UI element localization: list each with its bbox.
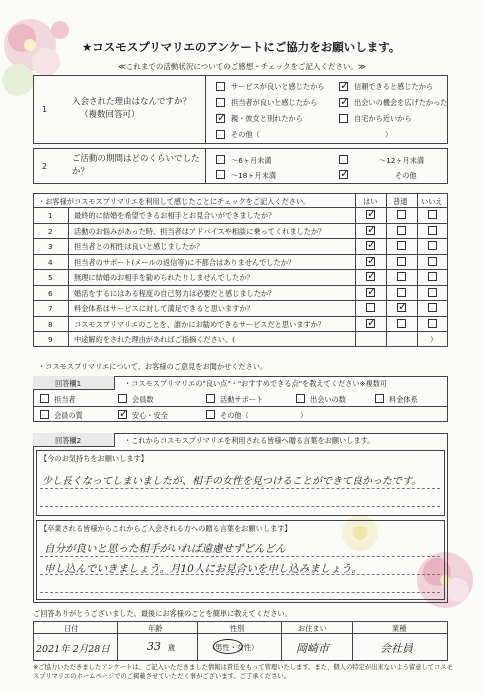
answer-normal-checkbox[interactable] [397,288,406,297]
good-point-label: 会員の質 [54,411,83,420]
profile-job-value[interactable]: 会社員 [380,642,413,655]
satisfaction-row-number: 9 [48,335,53,344]
good-point-checkbox[interactable] [118,394,127,403]
q1-option-service-checkbox[interactable] [216,82,225,91]
message-heading: 【卒業される皆様からこれからご入会される方への贈る言葉をお願いします】 [40,524,292,533]
q1-option-meetings-checkbox[interactable] [339,98,348,107]
q1-note: （複数回答可） [80,110,140,120]
q1-option-parents-checkbox[interactable] [216,114,225,123]
q2-option-18m-checkbox[interactable] [216,170,225,179]
answer-no-checkbox[interactable] [428,303,437,312]
good-point-checkbox[interactable] [375,394,384,403]
good-point-checkbox[interactable] [206,410,215,419]
q1-option-service-label: サービスが良いと感じたから [231,82,325,91]
good-point-label: 料金体系 [389,395,418,404]
message-handwritten-line1[interactable]: 自分が良いと思った相手がいれば遠慮せずどんどん [44,543,286,555]
q1-option-other-checkbox[interactable] [216,130,225,139]
answer-normal-checkbox[interactable] [397,210,406,219]
message-handwritten-line2[interactable]: 申し込んでいきましょう。月10人にお見合いを申し込みましょう。 [44,563,362,575]
answer-box-2-prompt: ・これからコスモスプリマリエを利用される皆様へ贈る言葉をお願いします。 [124,436,375,445]
feelings-handwritten-text[interactable]: 少し長くなってしまいましたが、相手の女性を見つけることができて良かったです。 [42,476,422,487]
satisfaction-intro: ・お客様がコスモスプリマリエを利用して感じたことにチェックをご記入ください。 [38,197,311,206]
satisfaction-row-question: コスモスプリマリエのことを、誰かにお勧めできるサービスだと思いますか？ [74,319,325,329]
q1-option-near-checkbox[interactable] [339,114,348,123]
q2-question-line2: か？ [72,167,90,177]
opinion-intro: ・コスモスプリマリエについて、お客様のご意見をお聞かせください。 [38,362,268,371]
satisfaction-row-question: 担当者との相性は良いと感じましたか？ [74,242,204,251]
q1-option-trust-label: 信頼できると感じたから [354,82,434,91]
satisfaction-row-question: 中途解約をされた理由があればご指摘ください。( [74,335,235,344]
answer-normal-checkbox[interactable] [397,272,406,281]
page-subtitle: ≪これまでの活動状況についてのご感想・チェックをご記入ください。≫ [118,62,366,71]
good-point-checkbox[interactable] [40,394,49,403]
answer-no-checkbox[interactable] [428,288,437,297]
profile-age-unit: 歳 [168,643,176,652]
good-point-checkbox[interactable] [40,410,49,419]
col-no-header: いいえ [421,197,443,206]
satisfaction-row-number: 3 [48,242,53,251]
answer-box-1-label: 回答欄1 [55,379,82,388]
page-title: ★コスモスプリマリエのアンケートにご協力をお願いします。 [82,40,401,54]
q1-option-staff-label: 担当者が良いと感じたから [231,98,318,107]
satisfaction-row-question: 最終的に結婚を希望できるお相手とお見合いができましたか？ [74,211,276,220]
answer-yes-checkbox[interactable] [366,319,375,328]
q1-option-staff-checkbox[interactable] [216,98,225,107]
col-normal-header: 普通 [393,197,408,206]
q1-option-near-label: 自宅から近いから [354,114,412,123]
q2-question: ご活動の期間はどのくらいでした [72,154,200,164]
profile-gender-value: （男性・女性） [208,643,259,652]
good-point-checkbox[interactable] [118,410,127,419]
satisfaction-row-number: 7 [48,304,53,313]
answer-normal-checkbox[interactable] [397,226,406,235]
good-point-checkbox[interactable] [296,394,305,403]
satisfaction-row-number: 1 [48,211,53,220]
footer-note: ※ご協力いただきましたアンケートは、ご記入いただきました情報は責任をもって管理いたします。また、個人の特定が出来ないよう留意してコスモスプリマリエのホームページでのご掲載させていただく事がございます。ご了承ください。 [33,664,453,680]
good-point-other-close: ） [300,411,308,420]
q2-option-other-checkbox[interactable] [339,170,348,179]
q1-number: 1 [42,105,48,114]
good-point-checkbox[interactable] [206,394,215,403]
q1-option-parents-label: 親・彼女と別れたから [231,114,303,123]
footer-intro: ご回答ありがとうございました。最後にお客様のことを簡単に教えてください。 [33,609,292,618]
good-point-label: 安心・安全 [132,411,168,420]
answer-no-checkbox[interactable] [428,272,437,281]
answer-no-checkbox[interactable] [428,241,437,250]
answer-yes-checkbox[interactable] [366,257,375,266]
answer-yes-checkbox[interactable] [366,288,375,297]
satisfaction-row-number: 5 [48,273,53,282]
q2-option-12m-label: ～12ヶ月未満 [379,156,425,165]
good-point-label: 会員数 [132,395,154,404]
q1-question: 入会された理由はなんですか？ [72,97,192,107]
q2-option-18m-label: ～18ヶ月未満 [231,171,277,180]
satisfaction-row-number: 8 [48,319,53,329]
satisfaction-row-question: 活動のお悩みがあった時、担当者はアドバイスや相談に乗ってくれましたか？ [74,226,326,236]
q2-option-other-label: その他 [395,171,417,180]
profile-address-header: お住まい [298,624,327,633]
answer-yes-checkbox[interactable] [366,303,375,312]
satisfaction-row-number: 4 [48,257,53,267]
feelings-heading: 【今のお気持ちをお願いします】 [40,454,148,463]
answer-no-checkbox[interactable] [428,319,437,328]
answer-normal-checkbox[interactable] [397,257,406,266]
good-point-label: その他（ [220,411,249,420]
profile-job-header: 業種 [392,624,407,633]
satisfaction-row-number: 6 [48,288,53,298]
profile-date-value[interactable]: 2021年 2月28日 [36,644,110,655]
answer-box-2-label: 回答欄2 [55,436,82,445]
q2-number: 2 [42,162,48,171]
satisfaction-row-question: 婚活をするにはある程度の自己努力は必要だと感じましたか？ [74,288,276,298]
answer-normal-checkbox[interactable] [397,319,406,328]
satisfaction-row-number: 2 [48,226,53,236]
answer-normal-checkbox[interactable] [397,241,406,250]
answer-yes-checkbox[interactable] [366,272,375,281]
good-point-label: 担当者 [54,395,76,404]
satisfaction-row-question: 担当者のサポート(メールの返信等)に不都合はありませんでしたか？ [74,257,296,267]
satisfaction-row9-close: ） [430,335,438,344]
answer-yes-checkbox[interactable] [366,226,375,235]
q2-option-6m-label: ～6ヶ月未満 [231,156,272,165]
col-yes-header: はい [363,197,378,206]
answer-yes-checkbox[interactable] [366,210,375,219]
satisfaction-row-question: 料金体系はサービスに対して満足できると思いますか？ [74,304,254,313]
profile-age-header: 年齢 [148,624,163,633]
answer-no-checkbox[interactable] [428,257,437,266]
answer-normal-checkbox[interactable] [397,303,406,312]
q1-option-other-close: ） [385,130,393,139]
q1-option-other-label: その他（ [231,130,260,139]
q2-option-6m-checkbox[interactable] [216,155,225,164]
profile-date-header: 日付 [64,624,79,633]
gender-male-circle [213,639,243,654]
answer-no-checkbox[interactable] [428,226,437,235]
profile-gender-header: 性別 [230,624,245,633]
good-point-label: 出会いの数 [310,395,346,404]
satisfaction-row-question: 無理に結婚のお相手を勧められたりしませんでしたか？ [74,273,254,282]
q1-option-trust-checkbox[interactable] [339,82,348,91]
answer-no-checkbox[interactable] [428,210,437,219]
answer-yes-checkbox[interactable] [366,241,375,250]
profile-age-value[interactable]: 33 [147,640,161,653]
good-point-label: 活動サポート [220,395,264,404]
answer-box-1-prompt: ・コスモスプリマリエの"良い点"・"おすすめできる点"を教えてください※複数可 [124,379,388,388]
q1-option-meetings-label: 出会いの機会を広げたかった [354,98,448,107]
profile-address-value[interactable]: 岡崎市 [296,642,329,655]
q2-option-12m-checkbox[interactable] [339,155,348,164]
